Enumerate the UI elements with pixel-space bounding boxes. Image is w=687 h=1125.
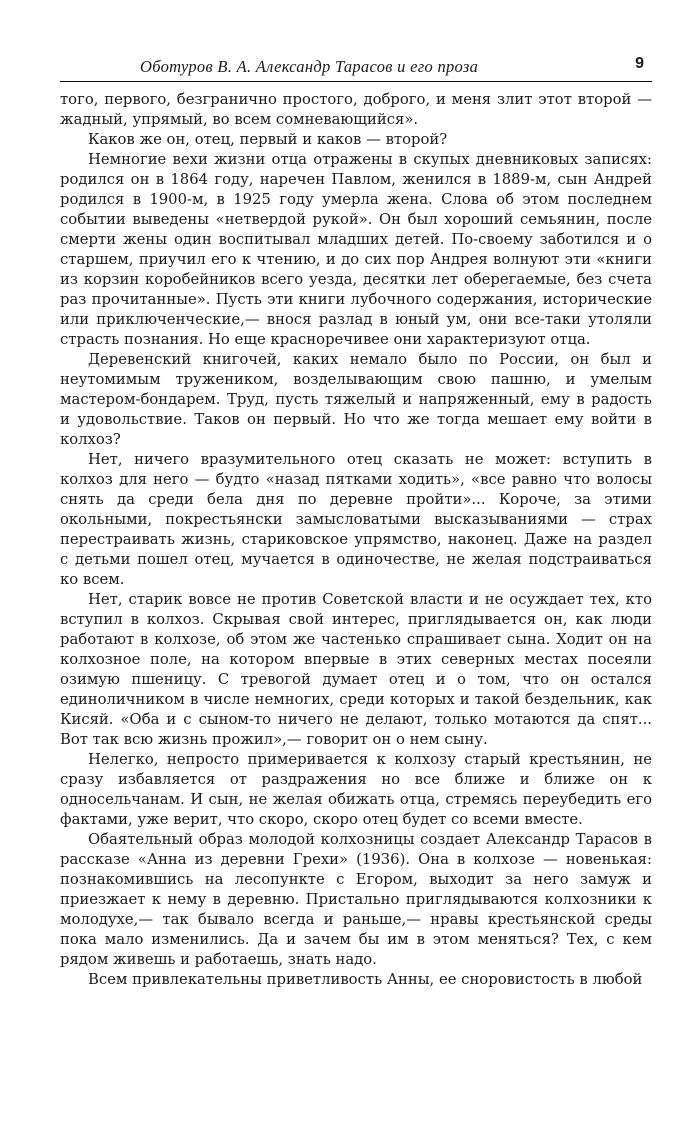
- paragraph: Немногие вехи жизни отца отражены в скупых дневниковых записях: родился он в 1864 году, наречен Павлом, женился в 1889-м, сын Андрей родился в 1900-м, в 1925 году умерла жена. Слова об этом последнем событии выведены «нетвердой рукой». Он был хороший семьянин, после смерти жены один воспитывал младших детей. По-своему заботился и о старшем, приучил его к чтению, и до сих пор Андрея волнуют эти «книги из корзин коробейников всего уезда, десятки лет оберегаемые, без счета раз прочитанные». Пусть эти книги лубочного содержания, исторические или приключенческие,— внося разлад в юный ум, они все-таки утоляли страсть познания. Но еще красноречивее они характеризуют отца.: [60, 151, 652, 348]
- paragraph: того, первого, безгранично простого, доброго, и меня злит этот второй — жадный, упрямый, во всем сомневающийся».: [60, 91, 652, 128]
- paragraph: Нелегко, непросто примеривается к колхозу старый крестьянин, не сразу избавляется от раздражения но все ближе и ближе он к односельчанам. И сын, не желая обижать отца, стремясь переубедить его фактами, уже верит, что скоро, скоро отец будет со всеми вместе.: [60, 751, 652, 828]
- paragraph: Нет, старик вовсе не против Советской власти и не осуждает тех, кто вступил в колхоз. Скрывая свой интерес, приглядывается он, как люди работают в колхозе, об этом же частенько спрашивает сына. Ходит он на колхозное поле, на котором впервые в этих северных местах посеяли озимую пшеницу. С тревогой думает отец и о том, что он остался единоличником в числе немногих, среди которых и такой бездельник, как Кисяй. «Оба и с сыном-то ничего не делают, только мотаются да спят... Вот так всю жизнь прожил»,— говорит он о нем сыну.: [60, 591, 652, 748]
- running-header: [60, 45, 652, 82]
- page-number: 9: [635, 55, 644, 72]
- paragraph: Всем привлекательны приветливость Анны, ее сноровистость в любой: [88, 971, 643, 988]
- paragraph: Нет, ничего вразумительного отец сказать не может: вступить в колхоз для него — будто «назад пятками ходить», «все равно что волосы снять да среди бела дня по деревне пройти»... Короче, за этими окольными, покрестьянски замысловатыми высказываниями — страх перестраивать жизнь, стариковское упрямство, наконец. Даже на раздел с детьми пошел отец, мучается в одиночестве, не желая подстраиваться ко всем.: [60, 451, 652, 588]
- paragraph: Деревенский книгочей, каких немало было по России, он был и неутомимым тружеником, возделывающим свою пашню, и умелым мастером-бондарем. Труд, пусть тяжелый и напряженный, ему в радость и удовольствие. Таков он первый. Но что же тогда мешает ему войти в колхоз?: [60, 351, 652, 448]
- body-text: [60, 90, 652, 990]
- paragraph: Обаятельный образ молодой колхозницы создает Александр Тарасов в рассказе «Анна из деревни Грехи» (1936). Она в колхозе — новенькая: познакомившись на лесопункте с Егором, выходит за него замуж и приезжает к нему в деревню. Пристально приглядываются колхозники к молодухе,— так бывало всегда и раньше,— нравы крестьянской среды пока мало изменились. Да и зачем бы им в этом меняться? Тех, с кем рядом живешь и работаешь, знать надо.: [60, 831, 652, 968]
- running-title: Оботуров В. А. Александр Тарасов и его проза: [140, 57, 479, 76]
- paragraph: Каков же он, отец, первый и каков — второй?: [88, 131, 448, 148]
